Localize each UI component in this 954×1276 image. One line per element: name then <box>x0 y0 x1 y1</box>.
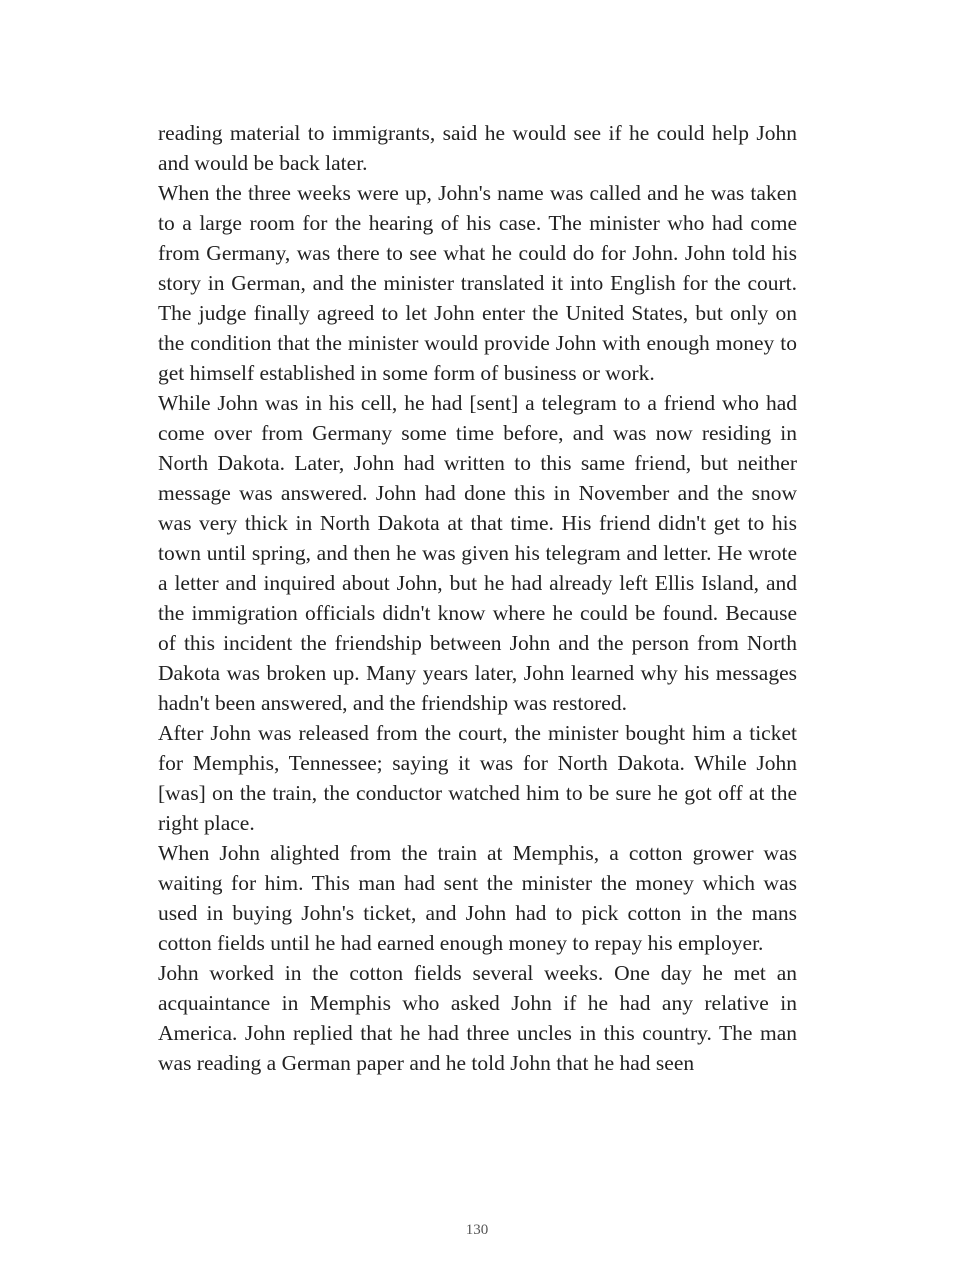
paragraph: After John was released from the court, the minister bought him a ticket for Memphis, Tennessee; saying it was for North Dakota. While John [was] on the train, the conductor watched him to be sure he got off at the right place. <box>158 721 797 835</box>
page-number: 130 <box>465 1222 489 1238</box>
paragraph: When the three weeks were up, John's name was called and he was taken to a large room for the hearing of his case. The minister who had come from Germany, was there to see what he could do for John. John told his story in German, and the minister translated it into English for the court. The judge finally agreed to let John enter the United States, but only on the condition that the minister would provide John with enough money to get himself established in some form of business or work. <box>158 181 797 385</box>
body-text <box>158 118 797 1078</box>
paragraph: When John alighted from the train at Memphis, a cotton grower was waiting for him. This man had sent the minister the money which was used in buying John's ticket, and John had to pick cotton in the mans cotton fields until he had earned enough money to repay his employer. <box>158 841 797 955</box>
paragraph: While John was in his cell, he had [sent] a telegram to a friend who had come over from Germany some time before, and was now residing in North Dakota. Later, John had written to this same friend, but neither message was answered. John had done this in November and the snow was very thick in North Dakota at that time. His friend didn't get to his town until spring, and then he was given his telegram and letter. He wrote a letter and inquired about John, but he had already left Ellis Island, and the immigration officials didn't know where he could be found. Because of this incident the friendship between John and the person from North Dakota was broken up. Many years later, John learned why his messages hadn't been answered, and the friendship was restored. <box>158 391 797 715</box>
paragraph: reading material to immigrants, said he would see if he could help John and would be back later. <box>158 121 797 175</box>
paragraph: John worked in the cotton fields several weeks. One day he met an acquaintance in Memphis who asked John if he had any relative in America. John replied that he had three uncles in this country. The man was reading a German paper and he told John that he had seen <box>158 961 797 1075</box>
